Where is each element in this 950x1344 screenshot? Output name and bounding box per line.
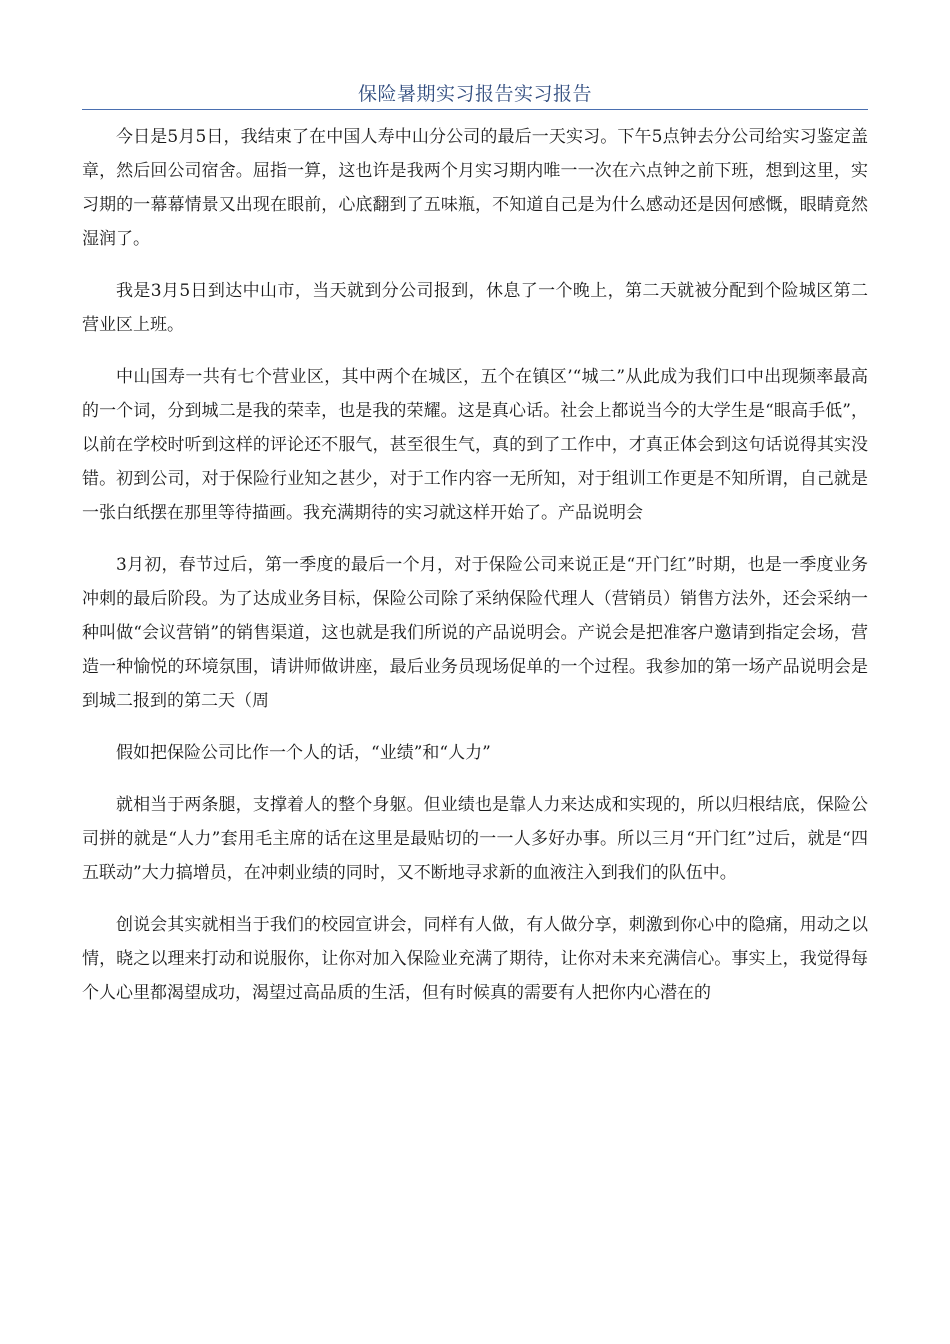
- document-body: [82, 120, 868, 1028]
- document-title: 保险暑期实习报告实习报告: [357, 83, 592, 105]
- paragraph: 我是3月5日到达中山市，当天就到分公司报到，休息了一个晚上，第二天就被分配到个险城区第二营业区上班。: [82, 281, 868, 335]
- paragraph: 假如把保险公司比作一个人的话，“业绩”和“人力”: [116, 743, 491, 763]
- title-divider: [82, 109, 868, 110]
- paragraph: 创说会其实就相当于我们的校园宣讲会，同样有人做，有人做分享，刺激到你心中的隐痛，用动之以情，晓之以理来打动和说服你，让你对加入保险业充满了期待，让你对未来充满信心。事实上，我觉得每个人心里都渴望成功，渴望过高品质的生活，但有时候真的需要有人把你内心潜在的: [82, 915, 868, 1003]
- paragraph: 3月初，春节过后，第一季度的最后一个月，对于保险公司来说正是“开门红”时期，也是一季度业务冲刺的最后阶段。为了达成业务目标，保险公司除了采纳保险代理人（营销员）销售方法外，还会采纳一种叫做“会议营销”的销售渠道，这也就是我们所说的产品说明会。产说会是把准客户邀请到指定会场，营造一种愉悦的环境氛围，请讲师做讲座，最后业务员现场促单的一个过程。我参加的第一场产品说明会是到城二报到的第二天（周: [82, 555, 868, 711]
- paragraph: 就相当于两条腿，支撑着人的整个身躯。但业绩也是靠人力来达成和实现的，所以归根结底，保险公司拼的就是“人力”套用毛主席的话在这里是最贴切的一一人多好办事。所以三月“开门红”过后，就是“四五联动”大力搞增员，在冲刺业绩的同时，又不断地寻求新的血液注入到我们的队伍中。: [82, 795, 868, 883]
- paragraph: 今日是5月5日，我结束了在中国人寿中山分公司的最后一天实习。下午5点钟去分公司给实习鉴定盖章，然后回公司宿舍。屈指一算，这也许是我两个月实习期内唯一一次在六点钟之前下班，想到这里，实习期的一幕幕情景又出现在眼前，心底翻到了五味瓶，不知道自己是为什么感动还是因何感慨，眼睛竟然湿润了。: [82, 127, 868, 249]
- paragraph: 中山国寿一共有七个营业区，其中两个在城区，五个在镇区’“城二”从此成为我们口中出现频率最高的一个词，分到城二是我的荣幸，也是我的荣耀。这是真心话。社会上都说当今的大学生是“眼高手低”，以前在学校时听到这样的评论还不服气，甚至很生气，真的到了工作中，才真正体会到这句话说得其实没错。初到公司，对于保险行业知之甚少，对于工作内容一无所知，对于组训工作更是不知所谓，自己就是一张白纸摆在那里等待描画。我充满期待的实习就这样开始了。产品说明会: [82, 367, 868, 523]
